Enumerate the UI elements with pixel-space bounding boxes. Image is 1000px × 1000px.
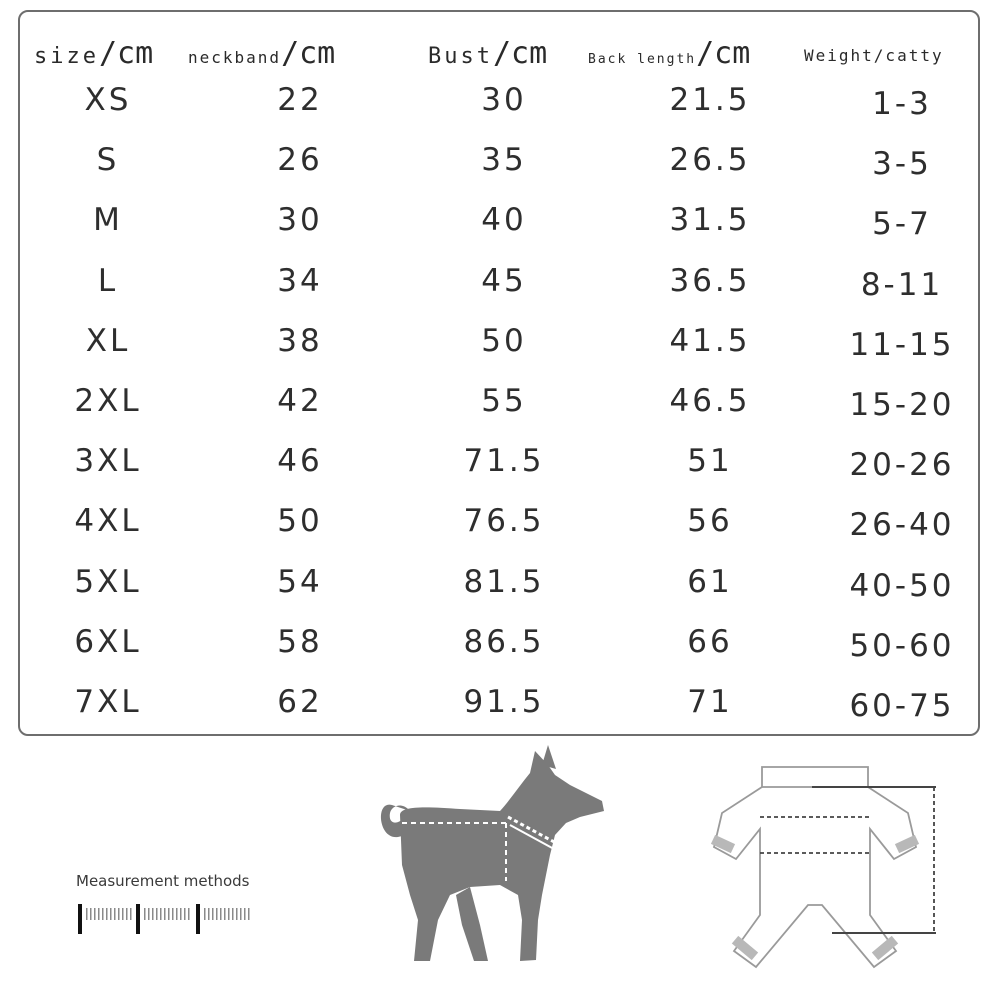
cell-bust: 40 bbox=[481, 202, 527, 239]
cell-size: 7XL bbox=[74, 684, 142, 720]
cell-back-length: 66 bbox=[687, 623, 733, 660]
cell-bust: 71.5 bbox=[463, 443, 545, 480]
table-row bbox=[20, 624, 978, 664]
cell-bust: 30 bbox=[481, 82, 527, 118]
cell-size: 4XL bbox=[74, 503, 142, 540]
cell-weight: 8-11 bbox=[860, 266, 944, 303]
dog-jumpsuit-outline-illustration bbox=[700, 755, 950, 980]
table-row bbox=[20, 263, 978, 303]
cell-neckband: 58 bbox=[277, 623, 323, 660]
cell-neckband: 34 bbox=[277, 262, 323, 299]
header-bust-label: Bust bbox=[428, 44, 493, 69]
header-size bbox=[34, 36, 153, 71]
table-row bbox=[20, 142, 978, 182]
table-row bbox=[20, 82, 978, 122]
cell-back-length: 21.5 bbox=[669, 82, 751, 118]
cell-size: 2XL bbox=[74, 383, 142, 419]
cell-weight: 50-60 bbox=[849, 627, 955, 664]
header-weight bbox=[804, 46, 944, 65]
cell-neckband: 54 bbox=[277, 563, 323, 600]
header-neckband bbox=[188, 36, 335, 71]
cell-weight: 11-15 bbox=[849, 326, 955, 363]
table-row bbox=[20, 202, 978, 242]
dog-measurement-illustration bbox=[370, 745, 620, 980]
cell-size: L bbox=[97, 262, 119, 299]
cell-bust: 50 bbox=[481, 322, 527, 359]
table-row bbox=[20, 564, 978, 604]
cell-neckband: 26 bbox=[277, 142, 323, 179]
cell-back-length: 71 bbox=[687, 684, 733, 720]
cell-weight: 40-50 bbox=[849, 567, 955, 604]
cell-weight: 15-20 bbox=[849, 387, 955, 423]
cell-neckband: 50 bbox=[277, 503, 323, 540]
header-size-label: size bbox=[34, 44, 99, 69]
header-back-length bbox=[588, 36, 750, 71]
measurement-methods bbox=[76, 872, 250, 890]
cell-neckband: 62 bbox=[277, 684, 323, 720]
cell-back-length: 46.5 bbox=[669, 383, 751, 419]
cell-weight: 1-3 bbox=[872, 86, 932, 122]
cell-size: 5XL bbox=[74, 563, 142, 600]
cell-bust: 76.5 bbox=[463, 503, 545, 540]
header-neckband-label: neckband bbox=[188, 48, 282, 67]
cell-size: S bbox=[96, 142, 120, 179]
header-back-length-label: Back length bbox=[588, 52, 697, 67]
cell-bust: 45 bbox=[481, 262, 527, 299]
cell-back-length: 56 bbox=[687, 503, 733, 540]
cell-neckband: 46 bbox=[277, 443, 323, 480]
header-back-length-unit: /cm bbox=[696, 36, 751, 71]
table-row bbox=[20, 383, 978, 423]
cell-size: XL bbox=[85, 322, 131, 359]
header-weight-label: Weight/catty bbox=[804, 46, 944, 65]
cell-bust: 91.5 bbox=[463, 684, 545, 720]
table-row bbox=[20, 323, 978, 363]
cell-neckband: 30 bbox=[277, 202, 323, 239]
size-chart-table bbox=[18, 10, 980, 736]
cell-bust: 86.5 bbox=[463, 623, 545, 660]
table-row bbox=[20, 684, 978, 724]
cell-back-length: 31.5 bbox=[669, 202, 751, 239]
header-bust-unit: /cm bbox=[492, 36, 548, 71]
table-row bbox=[20, 503, 978, 543]
cell-size: M bbox=[93, 202, 123, 239]
cell-weight: 20-26 bbox=[849, 447, 955, 484]
cell-weight: 60-75 bbox=[849, 688, 955, 724]
table-row bbox=[20, 443, 978, 483]
cell-weight: 3-5 bbox=[872, 146, 932, 183]
cell-back-length: 41.5 bbox=[669, 322, 751, 359]
table-header-row bbox=[20, 34, 978, 74]
cell-back-length: 61 bbox=[687, 563, 733, 600]
cell-weight: 5-7 bbox=[872, 206, 932, 243]
cell-size: XS bbox=[84, 82, 132, 118]
cell-back-length: 51 bbox=[687, 443, 733, 480]
measurement-methods-label: Measurement methods bbox=[76, 872, 250, 890]
cell-neckband: 22 bbox=[277, 82, 323, 118]
ruler-icon bbox=[76, 902, 256, 936]
cell-bust: 35 bbox=[481, 142, 527, 179]
cell-size: 3XL bbox=[74, 443, 142, 480]
cell-bust: 81.5 bbox=[463, 563, 545, 600]
header-size-unit: /cm bbox=[98, 36, 154, 71]
cell-neckband: 38 bbox=[277, 322, 323, 359]
header-neckband-unit: /cm bbox=[281, 36, 336, 71]
cell-bust: 55 bbox=[481, 383, 527, 419]
cell-size: 6XL bbox=[74, 623, 142, 660]
cell-neckband: 42 bbox=[277, 383, 323, 419]
cell-back-length: 26.5 bbox=[669, 142, 751, 179]
cell-back-length: 36.5 bbox=[669, 262, 751, 299]
header-bust bbox=[428, 36, 547, 71]
cell-weight: 26-40 bbox=[849, 507, 955, 544]
